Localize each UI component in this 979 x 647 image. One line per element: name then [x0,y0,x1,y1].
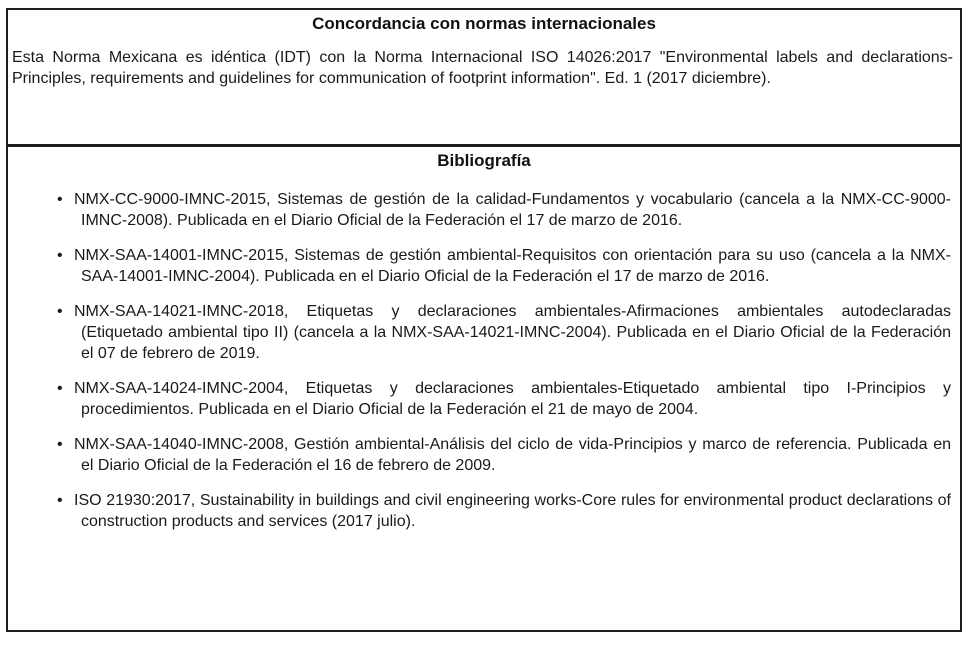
bibliography-entry [8,189,960,231]
bullet-icon: • [57,492,63,509]
bibliography-entry [8,378,960,420]
bibliografia-title: Bibliografía [437,151,531,170]
bibliography-entry [8,490,960,532]
bullet-icon: • [57,436,63,453]
bibliography-entry-text: NMX-CC-9000-IMNC-2015, Sistemas de gestión de la calidad-Fundamentos y vocabulario (cancela a la NMX-CC-9000-IMNC-2008). Publicada en el Diario Oficial de la Federación el 17 de marzo de 2016. [74,191,951,229]
concordancia-title: Concordancia con normas internacionales [312,14,656,33]
bibliography-entry-text: ISO 21930:2017, Sustainability in buildings and civil engineering works-Core rules for environmental product declarations of construction products and services (2017 julio). [74,492,951,530]
bullet-icon: • [57,247,63,264]
bibliography-entry-text: NMX-SAA-14024-IMNC-2004, Etiquetas y declaraciones ambientales-Etiquetado ambiental tipo I-Principios y procedimientos. Publicada en el Diario Oficial de la Federación el 21 de mayo de 2004. [74,380,951,418]
bibliography-entry-text: NMX-SAA-14021-IMNC-2018, Etiquetas y declaraciones ambientales-Afirmaciones ambientales autodeclaradas (Etiquetado ambiental tipo II) (cancela a la NMX-SAA-14021-IMNC-2004). Publicada en el Diario Oficial de la Federación el 07 de febrero de 2019. [74,303,951,362]
bibliography-entry [8,301,960,364]
bibliography-list [8,189,960,532]
section-bibliografia [8,147,960,630]
concordancia-body-text: Esta Norma Mexicana es idéntica (IDT) con la Norma Internacional ISO 14026:2017 "Environmental labels and declarations-Principles, requirements and guidelines for communication of footprint information". Ed. 1 (2017 diciembre). [12,49,953,87]
bullet-icon: • [57,303,63,320]
bibliography-entry [8,245,960,287]
standards-table [6,8,962,632]
bullet-icon: • [57,380,63,397]
bibliography-entry [8,434,960,476]
bullet-icon: • [57,191,63,208]
section-concordancia [8,10,960,147]
bibliography-entry-text: NMX-SAA-14001-IMNC-2015, Sistemas de gestión ambiental-Requisitos con orientación para su uso (cancela a la NMX-SAA-14001-IMNC-2004). Publicada en el Diario Oficial de la Federación el 17 de marzo de 2016. [74,247,951,285]
bibliography-entry-text: NMX-SAA-14040-IMNC-2008, Gestión ambiental-Análisis del ciclo de vida-Principios y marco de referencia. Publicada en el Diario Oficial de la Federación el 16 de febrero de 2009. [74,436,951,474]
